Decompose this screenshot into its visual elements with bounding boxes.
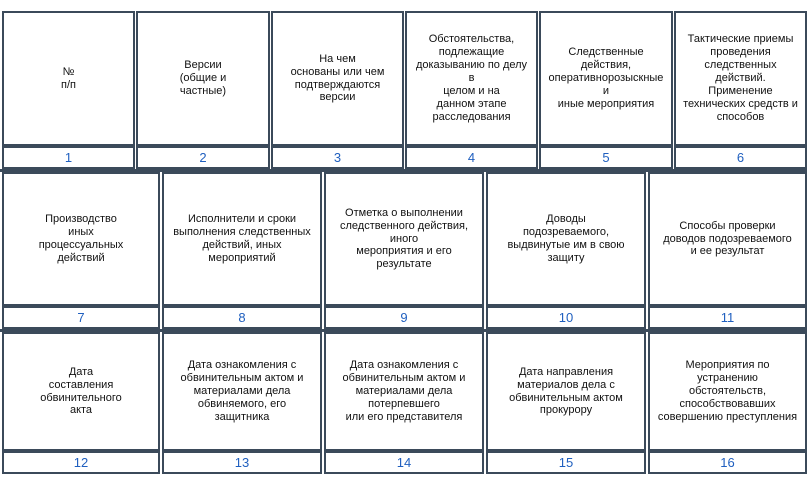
header-cell-10: Доводы подозреваемого, выдвинутые им в свою защиту [486,172,646,306]
header-cell-13: Дата ознакомления с обвинительным актом и материалами дела обвиняемого, его защитника [162,332,322,451]
header-cell-7: Производство иных процессуальных действий [2,172,160,306]
column-number-5: 5 [539,146,673,169]
column-number-3: 3 [271,146,404,169]
column-number-6: 6 [674,146,807,169]
header-cell-11: Способы проверки доводов подозреваемого и ее результат [648,172,807,306]
column-number-9: 9 [324,306,484,329]
column-number-8: 8 [162,306,322,329]
header-cell-5: Следственные действия, оперативнорозыскные и иные мероприятия [539,11,673,146]
header-cell-9: Отметка о выполнении следственного действия, иного мероприятия и его результате [324,172,484,306]
column-number-14: 14 [324,451,484,474]
header-cell-3: На чем основаны или чем подтверждаются версии [271,11,404,146]
column-number-10: 10 [486,306,646,329]
column-number-15: 15 [486,451,646,474]
column-number-12: 12 [2,451,160,474]
column-number-2: 2 [136,146,270,169]
column-number-13: 13 [162,451,322,474]
column-number-7: 7 [2,306,160,329]
header-cell-1: № п/п [2,11,135,146]
header-cell-12: Дата составления обвинительного акта [2,332,160,451]
header-cell-16: Мероприятия по устранению обстоятельств, способствовавших совершению преступления [648,332,807,451]
header-cell-6: Тактические приемы проведения следственных действий. Применение технических средств и способов [674,11,807,146]
column-number-16: 16 [648,451,807,474]
header-cell-2: Версии (общие и частные) [136,11,270,146]
header-cell-4: Обстоятельства, подлежащие доказыванию по делу в целом и на данном этапе расследования [405,11,538,146]
header-cell-14: Дата ознакомления с обвинительным актом и материалами дела потерпевшего или его представителя [324,332,484,451]
header-cell-8: Исполнители и сроки выполнения следственных действий, иных мероприятий [162,172,322,306]
header-cell-15: Дата направления материалов дела с обвинительным актом прокурору [486,332,646,451]
column-number-11: 11 [648,306,807,329]
column-number-4: 4 [405,146,538,169]
column-number-1: 1 [2,146,135,169]
